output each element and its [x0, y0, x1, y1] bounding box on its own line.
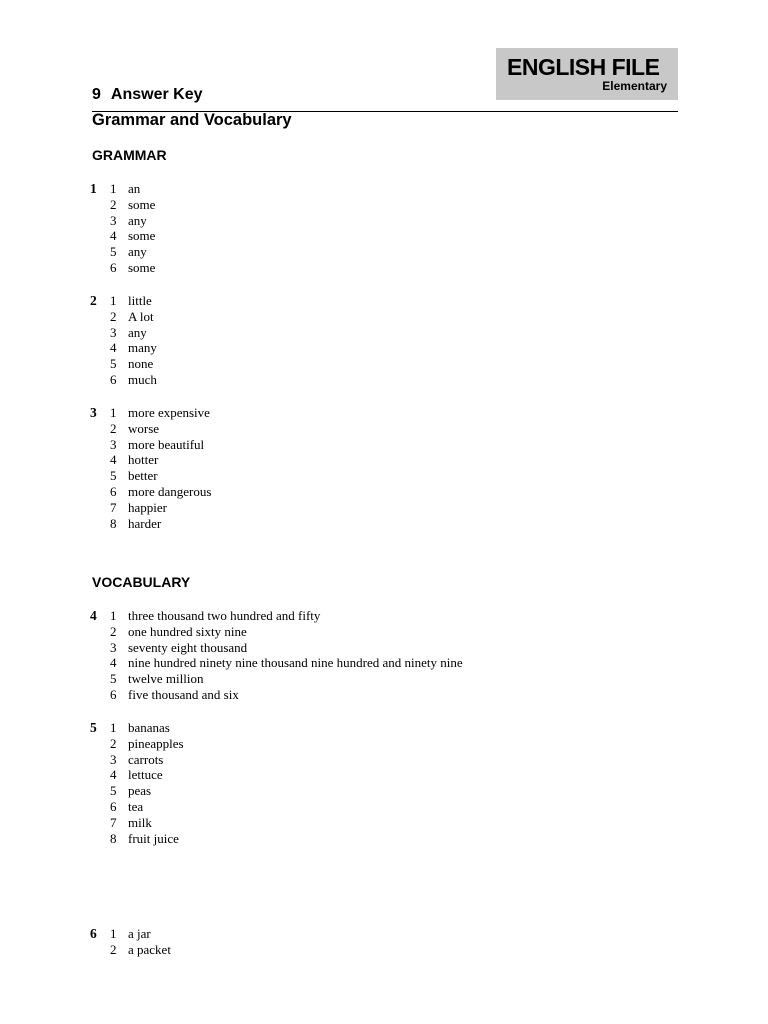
- answer-item: [110, 767, 184, 783]
- item-answer: one hundred sixty nine: [128, 623, 247, 639]
- item-number: 4: [110, 767, 117, 783]
- answer-item: [110, 815, 184, 831]
- answer-item: [110, 500, 211, 516]
- item-answer: better: [128, 468, 158, 484]
- item-number: 4: [110, 340, 117, 356]
- answer-item: [110, 671, 463, 687]
- answer-item: [110, 197, 155, 213]
- item-number: 3: [110, 751, 117, 767]
- item-answer: lettuce: [128, 767, 163, 783]
- item-answer: twelve million: [128, 671, 204, 687]
- item-answer: A lot: [128, 308, 154, 324]
- exercise-number: 4: [90, 608, 97, 623]
- logo-subtitle: Elementary: [602, 79, 667, 93]
- exercise-number: 6: [90, 926, 97, 941]
- item-answer: pineapples: [128, 735, 184, 751]
- answer-list: [110, 608, 463, 703]
- answer-item: [110, 655, 463, 671]
- item-number: 1: [110, 720, 117, 735]
- item-number: 5: [110, 244, 117, 260]
- item-answer: little: [128, 293, 152, 308]
- item-answer: five thousand and six: [128, 686, 239, 702]
- item-answer: milk: [128, 814, 152, 830]
- answer-item: [110, 468, 211, 484]
- answer-item: [110, 799, 184, 815]
- answer-item: [110, 340, 157, 356]
- answer-item: [110, 309, 157, 325]
- answer-item: [110, 624, 463, 640]
- unit-number: 9: [92, 86, 101, 103]
- answer-item: [110, 293, 157, 309]
- answer-item: [110, 213, 155, 229]
- answer-item: [110, 942, 171, 958]
- item-answer: some: [128, 196, 156, 212]
- vocabulary-heading: VOCABULARY: [92, 574, 191, 590]
- item-answer: tea: [128, 798, 144, 814]
- answer-list: [110, 720, 184, 846]
- page-title-text: Answer Key: [110, 86, 203, 103]
- exercise-number: 5: [90, 720, 97, 735]
- answer-item: [110, 783, 184, 799]
- item-number: 5: [110, 783, 117, 799]
- answer-item: [110, 181, 155, 197]
- item-answer: happier: [128, 499, 167, 515]
- item-number: 3: [110, 436, 117, 452]
- item-answer: any: [128, 212, 147, 228]
- item-answer: nine hundred ninety nine thousand nine hundred and ninety nine: [128, 655, 463, 671]
- answer-item: [110, 687, 463, 703]
- answer-list: [110, 293, 157, 388]
- item-answer: more beautiful: [128, 436, 205, 452]
- item-answer: a jar: [128, 926, 151, 941]
- item-number: 4: [110, 655, 117, 671]
- exercise-number: 1: [90, 181, 97, 196]
- item-answer: bananas: [128, 720, 170, 735]
- item-number: 2: [110, 735, 117, 751]
- item-answer: peas: [128, 783, 152, 799]
- answer-item: [110, 228, 155, 244]
- item-answer: more dangerous: [128, 483, 212, 499]
- answer-item: [110, 484, 211, 500]
- item-number: 1: [110, 293, 117, 308]
- item-number: 2: [110, 196, 117, 212]
- item-number: 6: [110, 686, 117, 702]
- exercise-number: 3: [90, 405, 97, 420]
- item-number: 3: [110, 639, 117, 655]
- item-number: 8: [110, 515, 117, 531]
- item-number: 6: [110, 259, 117, 275]
- answer-item: [110, 437, 211, 453]
- logo-title: ENGLISH FILE: [507, 54, 660, 80]
- page-title: [92, 86, 203, 104]
- item-number: 1: [110, 181, 117, 196]
- answer-item: [110, 640, 463, 656]
- answer-item: [110, 372, 157, 388]
- answer-item: [110, 244, 155, 260]
- item-answer: some: [128, 228, 156, 244]
- item-answer: a packet: [128, 941, 171, 957]
- item-number: 2: [110, 420, 117, 436]
- item-answer: any: [128, 244, 147, 260]
- item-number: 7: [110, 814, 117, 830]
- item-number: 8: [110, 830, 117, 846]
- item-answer: more expensive: [128, 405, 210, 420]
- item-number: 4: [110, 228, 117, 244]
- item-number: 1: [110, 405, 117, 420]
- answer-item: [110, 452, 211, 468]
- answer-item: [110, 405, 211, 421]
- item-number: 6: [110, 371, 117, 387]
- answer-item: [110, 926, 171, 942]
- answer-list: [110, 926, 171, 958]
- answer-item: [110, 831, 184, 847]
- item-answer: fruit juice: [128, 830, 179, 846]
- item-answer: harder: [128, 515, 162, 531]
- item-answer: three thousand two hundred and fifty: [128, 608, 321, 623]
- item-number: 2: [110, 623, 117, 639]
- answer-item: [110, 608, 463, 624]
- answer-list: [110, 405, 211, 531]
- item-number: 2: [110, 308, 117, 324]
- item-answer: hotter: [128, 452, 159, 468]
- exercise-number: 2: [90, 293, 97, 308]
- answer-item: [110, 356, 157, 372]
- item-answer: some: [128, 259, 156, 275]
- item-answer: worse: [128, 420, 160, 436]
- item-answer: much: [128, 371, 157, 387]
- item-number: 3: [110, 212, 117, 228]
- item-answer: carrots: [128, 751, 164, 767]
- answer-item: [110, 736, 184, 752]
- item-number: 6: [110, 798, 117, 814]
- item-number: 6: [110, 483, 117, 499]
- english-file-logo: [496, 48, 678, 100]
- item-number: 2: [110, 941, 117, 957]
- item-number: 4: [110, 452, 117, 468]
- item-number: 1: [110, 926, 117, 941]
- item-number: 5: [110, 671, 117, 687]
- item-answer: many: [128, 340, 157, 356]
- answer-item: [110, 260, 155, 276]
- item-number: 3: [110, 324, 117, 340]
- grammar-heading: GRAMMAR: [92, 147, 167, 163]
- item-answer: seventy eight thousand: [128, 639, 248, 655]
- item-number: 1: [110, 608, 117, 623]
- item-answer: any: [128, 324, 147, 340]
- item-number: 5: [110, 468, 117, 484]
- answer-list: [110, 181, 155, 276]
- page-subtitle: Grammar and Vocabulary: [92, 111, 292, 129]
- item-number: 5: [110, 356, 117, 372]
- answer-item: [110, 421, 211, 437]
- item-answer: an: [128, 181, 141, 196]
- answer-item: [110, 752, 184, 768]
- answer-item: [110, 516, 211, 532]
- item-answer: none: [128, 356, 154, 372]
- answer-item: [110, 720, 184, 736]
- item-number: 7: [110, 499, 117, 515]
- answer-item: [110, 325, 157, 341]
